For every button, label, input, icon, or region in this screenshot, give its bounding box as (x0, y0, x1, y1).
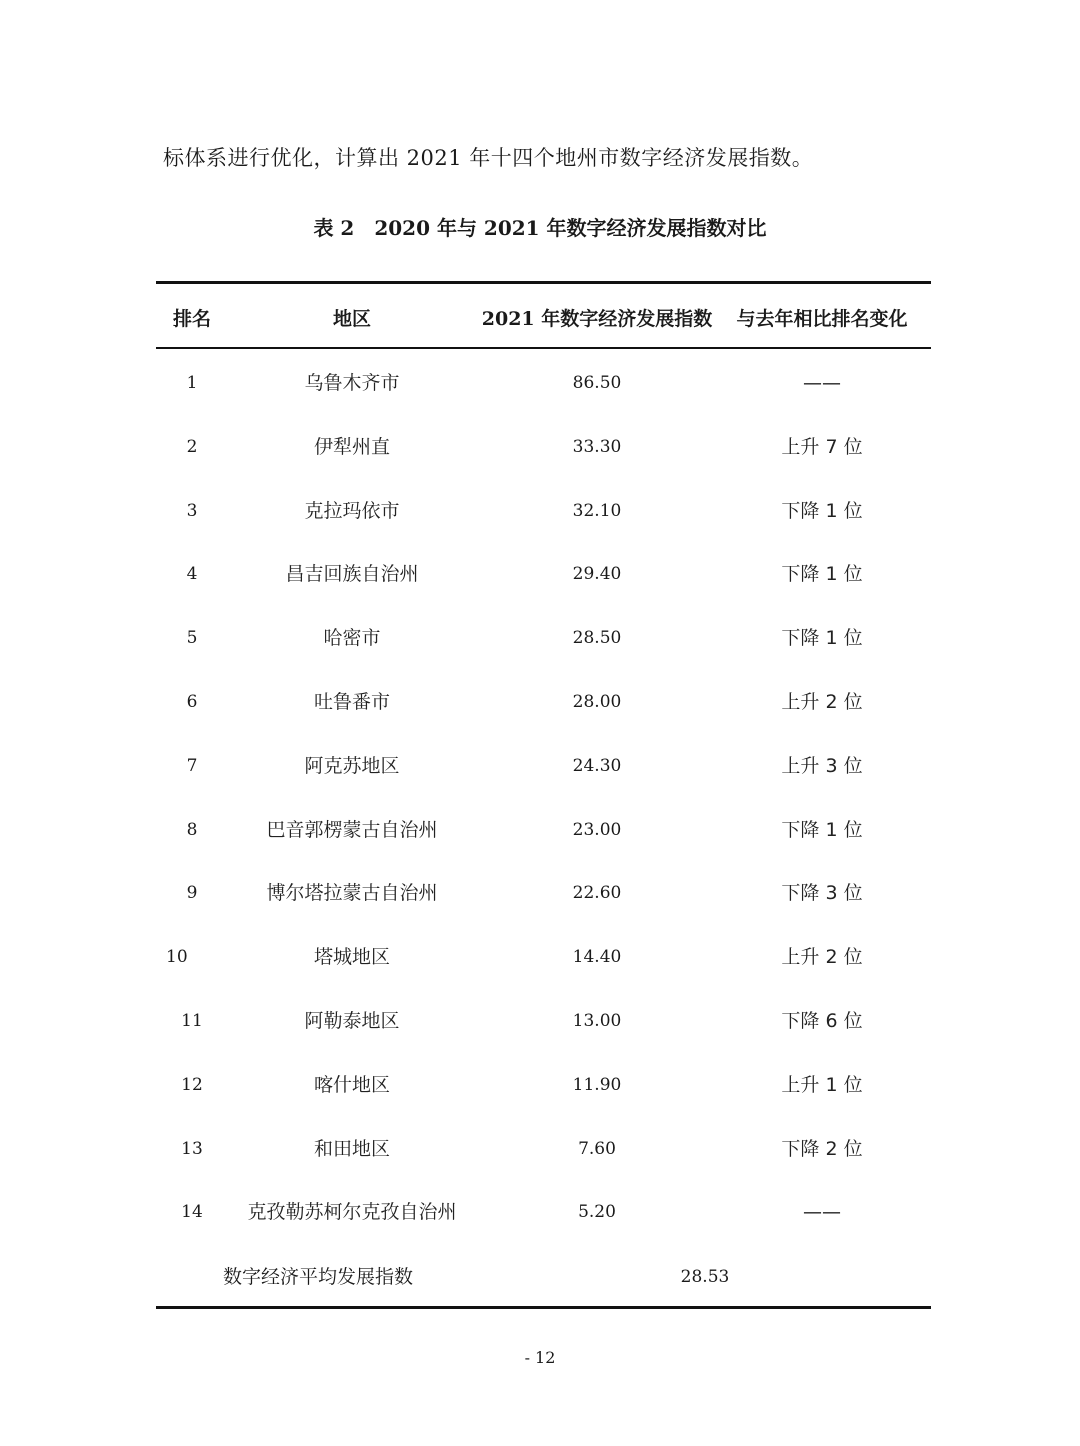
table-row (0, 1065, 1080, 1105)
rank-cell: 6 (186, 692, 198, 712)
rank-cell: 12 (181, 1074, 203, 1095)
rank-cell: 7 (186, 755, 198, 776)
table-row (0, 554, 1080, 594)
change-cell: —— (803, 372, 841, 394)
rank-cell: 5 (186, 628, 198, 649)
table-row (0, 491, 1080, 531)
table-top-rule (156, 281, 931, 284)
region-cell: 和田地区 (313, 1137, 390, 1160)
average-value: 28.53 (680, 1267, 730, 1287)
table-row (0, 1192, 1080, 1232)
table-bottom-rule (156, 1306, 931, 1309)
change-cell: 上升 2 位 (781, 946, 863, 969)
region-cell: 伊犁州直 (313, 435, 390, 458)
header-index: 2021 年数字经济发展指数 (481, 308, 713, 330)
region-cell: 克拉玛依市 (304, 499, 400, 522)
table-row (0, 1129, 1080, 1169)
region-cell: 乌鲁木齐市 (304, 372, 400, 394)
index-cell: 28.50 (572, 628, 622, 649)
region-cell: 吐鲁番市 (313, 691, 390, 713)
region-cell: 阿勒泰地区 (304, 1010, 400, 1032)
rank-cell: 14 (181, 1202, 203, 1223)
change-cell: 下降 1 位 (781, 627, 863, 650)
index-cell: 5.20 (578, 1202, 616, 1223)
region-cell: 克孜勒苏柯尔克孜自治州 (247, 1201, 457, 1224)
rank-cell: 10 (166, 947, 188, 968)
index-cell: 24.30 (572, 755, 622, 776)
intro-paragraph: 标体系进行优化，计算出 2021 年十四个地州市数字经济发展指数。 (163, 146, 814, 170)
table-row (0, 873, 1080, 913)
index-cell: 14.40 (572, 947, 622, 968)
table-row (0, 363, 1080, 403)
change-cell: 下降 6 位 (781, 1010, 863, 1032)
index-cell: 22.60 (572, 883, 622, 904)
index-cell: 11.90 (572, 1074, 622, 1095)
table-row (0, 937, 1080, 977)
table-row (0, 682, 1080, 722)
average-label: 数字经济平均发展指数 (222, 1266, 413, 1288)
index-cell: 33.30 (572, 436, 622, 457)
rank-cell: 4 (186, 564, 198, 585)
table-row (0, 1001, 1080, 1041)
region-cell: 巴音郭楞蒙古自治州 (266, 818, 438, 841)
table-caption: 表 2 2020 年与 2021 年数字经济发展指数对比 (313, 216, 767, 240)
index-cell: 86.50 (572, 373, 622, 393)
index-cell: 29.40 (572, 564, 622, 585)
table-row (0, 810, 1080, 850)
index-cell: 7.60 (578, 1138, 616, 1159)
header-change: 与去年相比排名变化 (736, 308, 908, 330)
rank-cell: 9 (186, 883, 198, 904)
change-cell: 下降 1 位 (781, 499, 863, 522)
region-cell: 喀什地区 (313, 1073, 390, 1096)
change-cell: 上升 7 位 (781, 435, 863, 458)
change-cell: —— (803, 1201, 841, 1224)
change-cell: 上升 2 位 (781, 691, 863, 713)
table-header-rule (156, 347, 931, 349)
index-cell: 13.00 (572, 1011, 622, 1031)
index-cell: 23.00 (572, 819, 622, 840)
rank-cell: 8 (186, 819, 198, 840)
region-cell: 哈密市 (323, 627, 381, 650)
page-number: - 12 (524, 1348, 556, 1367)
rank-cell: 2 (186, 436, 198, 457)
rank-cell: 13 (181, 1138, 203, 1159)
rank-cell: 3 (186, 500, 198, 521)
table-row (0, 427, 1080, 467)
region-cell: 昌吉回族自治州 (285, 563, 419, 586)
rank-cell: 11 (181, 1011, 203, 1031)
change-cell: 上升 3 位 (781, 754, 863, 777)
region-cell: 阿克苏地区 (304, 754, 400, 777)
index-cell: 32.10 (572, 500, 622, 521)
region-cell: 博尔塔拉蒙古自治州 (266, 882, 438, 905)
table-row (0, 618, 1080, 658)
change-cell: 上升 1 位 (781, 1073, 863, 1096)
index-cell: 28.00 (572, 692, 622, 712)
region-cell: 塔城地区 (313, 946, 390, 969)
change-cell: 下降 1 位 (781, 818, 863, 841)
table-row (0, 746, 1080, 786)
change-cell: 下降 3 位 (781, 882, 863, 905)
header-rank: 排名 (172, 308, 211, 330)
change-cell: 下降 2 位 (781, 1137, 863, 1160)
header-region: 地区 (332, 308, 371, 330)
change-cell: 下降 1 位 (781, 563, 863, 586)
rank-cell: 1 (186, 373, 198, 393)
